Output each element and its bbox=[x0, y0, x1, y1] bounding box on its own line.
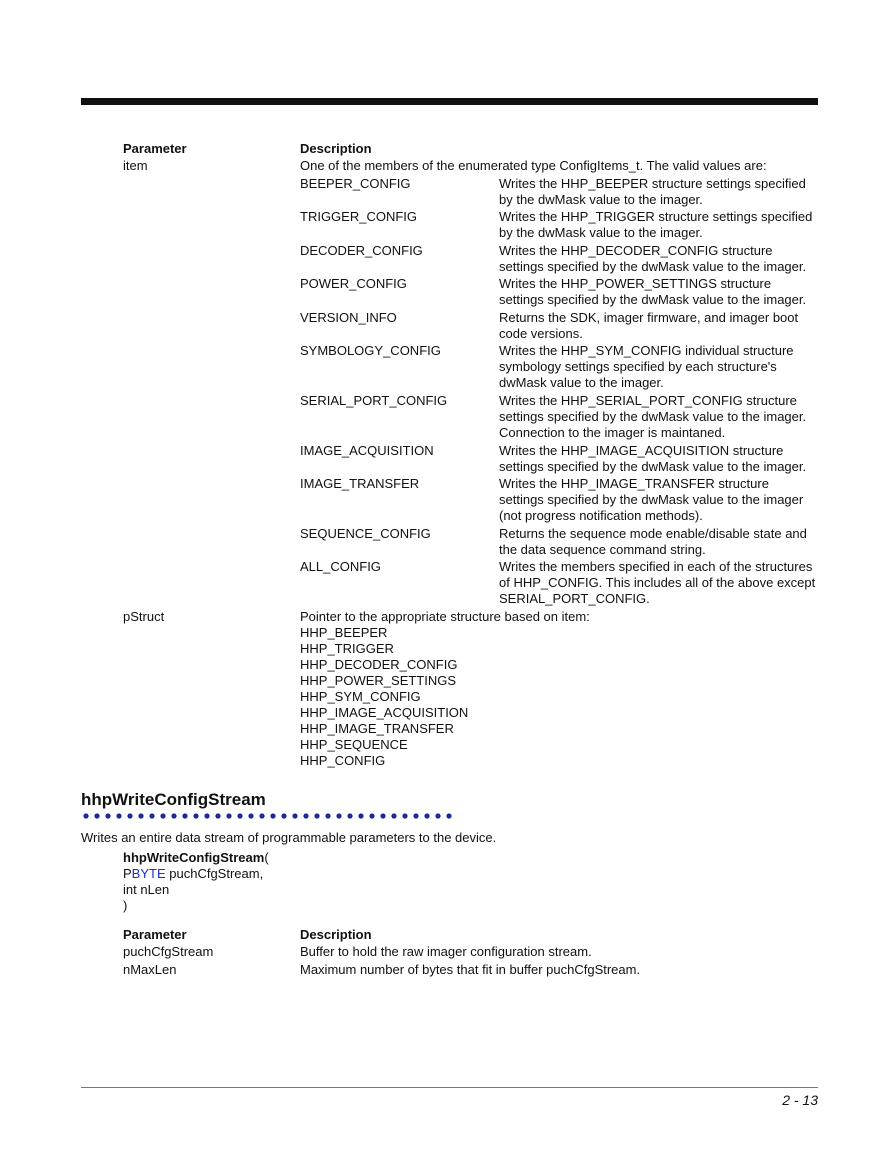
dot bbox=[105, 813, 110, 818]
enum-desc-line: Writes the HHP_DECODER_CONFIG structure bbox=[499, 243, 773, 258]
param-pstruct: pStruct bbox=[123, 609, 165, 624]
table1-header-parameter: Parameter bbox=[123, 141, 187, 156]
enum-desc-line: by the dwMask value to the imager. bbox=[499, 192, 703, 207]
dot bbox=[281, 813, 286, 818]
dot bbox=[204, 813, 209, 818]
enum-desc-line: Writes the HHP_TRIGGER structure settings specified bbox=[499, 209, 813, 224]
param-item: item bbox=[123, 158, 148, 173]
dot bbox=[358, 813, 363, 818]
dot bbox=[171, 813, 176, 818]
signature-function-name: hhpWriteConfigStream bbox=[123, 850, 265, 865]
signature-arg1: puchCfgStream, bbox=[165, 866, 264, 881]
pstruct-line: HHP_IMAGE_TRANSFER bbox=[300, 721, 454, 736]
table2-header-description: Description bbox=[300, 927, 372, 942]
enum-desc-line: Connection to the imager is maintaned. bbox=[499, 425, 726, 440]
dot bbox=[182, 813, 187, 818]
pstruct-line: HHP_TRIGGER bbox=[300, 641, 394, 656]
dot bbox=[116, 813, 121, 818]
enum-desc-line: code versions. bbox=[499, 326, 583, 341]
dot bbox=[391, 813, 396, 818]
dot bbox=[226, 813, 231, 818]
enum-name: SERIAL_PORT_CONFIG bbox=[300, 393, 448, 408]
table2-header-parameter: Parameter bbox=[123, 927, 187, 942]
dot bbox=[347, 813, 352, 818]
enum-desc-line: Returns the sequence mode enable/disable state and bbox=[499, 526, 807, 541]
enum-name: IMAGE_ACQUISITION bbox=[300, 443, 434, 458]
enum-desc-line: symbology settings specified by each structure's bbox=[499, 359, 777, 374]
dot bbox=[292, 813, 297, 818]
section-title: hhpWriteConfigStream bbox=[81, 790, 266, 809]
signature-type-prefix: P bbox=[123, 866, 132, 881]
enum-desc-line: by the dwMask value to the imager. bbox=[499, 225, 703, 240]
section-lead: Writes an entire data stream of programmable parameters to the device. bbox=[81, 830, 497, 845]
dot bbox=[446, 813, 451, 818]
page-number: 2 - 13 bbox=[782, 1092, 818, 1108]
dot bbox=[413, 813, 418, 818]
dotted-rule bbox=[81, 810, 818, 822]
table2-desc: Buffer to hold the raw imager configuration stream. bbox=[300, 944, 592, 959]
table2-param: puchCfgStream bbox=[123, 944, 214, 959]
pstruct-line: HHP_POWER_SETTINGS bbox=[300, 673, 457, 688]
dot bbox=[369, 813, 374, 818]
signature-open-paren: ( bbox=[264, 850, 269, 865]
dot bbox=[270, 813, 275, 818]
enum-desc-line: Writes the HHP_IMAGE_ACQUISITION structure bbox=[499, 443, 784, 458]
enum-name: DECODER_CONFIG bbox=[300, 243, 423, 258]
enum-desc-line: settings specified by the dwMask value to the imager. bbox=[499, 259, 807, 274]
enum-name: IMAGE_TRANSFER bbox=[300, 476, 420, 491]
enum-desc-line: of HHP_CONFIG. This includes all of the above except bbox=[499, 575, 816, 590]
enum-name: VERSION_INFO bbox=[300, 310, 397, 325]
enum-desc-line: Writes the HHP_BEEPER structure settings specified bbox=[499, 176, 806, 191]
signature-arg2: int nLen bbox=[123, 882, 170, 897]
enum-desc-line: settings specified by the dwMask value to the imager. bbox=[499, 459, 807, 474]
dot bbox=[160, 813, 165, 818]
pstruct-line: HHP_IMAGE_ACQUISITION bbox=[300, 705, 469, 720]
table1-header-description: Description bbox=[300, 141, 372, 156]
pstruct-line: Pointer to the appropriate structure based on item: bbox=[300, 609, 590, 624]
function-signature bbox=[123, 850, 269, 914]
enum-desc-line: the data sequence command string. bbox=[499, 542, 706, 557]
signature-close-paren: ) bbox=[123, 898, 128, 913]
enum-desc-line: Writes the HHP_SERIAL_PORT_CONFIG structure bbox=[499, 393, 797, 408]
enum-name: SEQUENCE_CONFIG bbox=[300, 526, 431, 541]
dot bbox=[314, 813, 319, 818]
dot bbox=[149, 813, 154, 818]
enum-desc-line: Writes the members specified in each of the structures bbox=[499, 559, 813, 574]
dot bbox=[215, 813, 220, 818]
pstruct-line: HHP_BEEPER bbox=[300, 625, 388, 640]
enum-desc-line: settings specified by the dwMask value to the imager. bbox=[499, 292, 807, 307]
pstruct-line: HHP_SYM_CONFIG bbox=[300, 689, 421, 704]
enum-desc-line: Writes the HHP_POWER_SETTINGS structure bbox=[499, 276, 772, 291]
dot bbox=[94, 813, 99, 818]
pstruct-line: HHP_SEQUENCE bbox=[300, 737, 408, 752]
table2-desc: Maximum number of bytes that fit in buffer puchCfgStream. bbox=[300, 962, 641, 977]
enum-name: TRIGGER_CONFIG bbox=[300, 209, 418, 224]
dot bbox=[336, 813, 341, 818]
enum-name: BEEPER_CONFIG bbox=[300, 176, 411, 191]
enum-desc-line: (not progress notification methods). bbox=[499, 508, 703, 523]
header-rule bbox=[81, 98, 818, 105]
enum-name: ALL_CONFIG bbox=[300, 559, 381, 574]
dot bbox=[435, 813, 440, 818]
enum-desc-line: dwMask value to the imager. bbox=[499, 375, 664, 390]
footer-rule bbox=[81, 1087, 818, 1088]
enum-desc-line: settings specified by the dwMask value to the imager. bbox=[499, 409, 807, 424]
enum-desc-line: Writes the HHP_IMAGE_TRANSFER structure bbox=[499, 476, 769, 491]
pstruct-line: HHP_DECODER_CONFIG bbox=[300, 657, 458, 672]
dot bbox=[380, 813, 385, 818]
table2-param: nMaxLen bbox=[123, 962, 177, 977]
dot bbox=[248, 813, 253, 818]
enum-desc-line: Writes the HHP_SYM_CONFIG individual structure bbox=[499, 343, 794, 358]
dot bbox=[259, 813, 264, 818]
item-intro: One of the members of the enumerated type ConfigItems_t. The valid values are: bbox=[300, 158, 767, 173]
enum-desc-line: SERIAL_PORT_CONFIG. bbox=[499, 591, 650, 606]
enum-name: POWER_CONFIG bbox=[300, 276, 407, 291]
signature-type-keyword: BYTE bbox=[131, 866, 166, 881]
dot bbox=[325, 813, 330, 818]
dot bbox=[127, 813, 132, 818]
pstruct-line: HHP_CONFIG bbox=[300, 753, 386, 768]
enum-desc-line: settings specified by the dwMask value to the imager bbox=[499, 492, 804, 507]
dot bbox=[237, 813, 242, 818]
dot bbox=[424, 813, 429, 818]
dot bbox=[193, 813, 198, 818]
dot bbox=[303, 813, 308, 818]
enum-desc-line: Returns the SDK, imager firmware, and imager boot bbox=[499, 310, 799, 325]
dot bbox=[138, 813, 143, 818]
dot bbox=[402, 813, 407, 818]
dot bbox=[83, 813, 88, 818]
enum-name: SYMBOLOGY_CONFIG bbox=[300, 343, 441, 358]
